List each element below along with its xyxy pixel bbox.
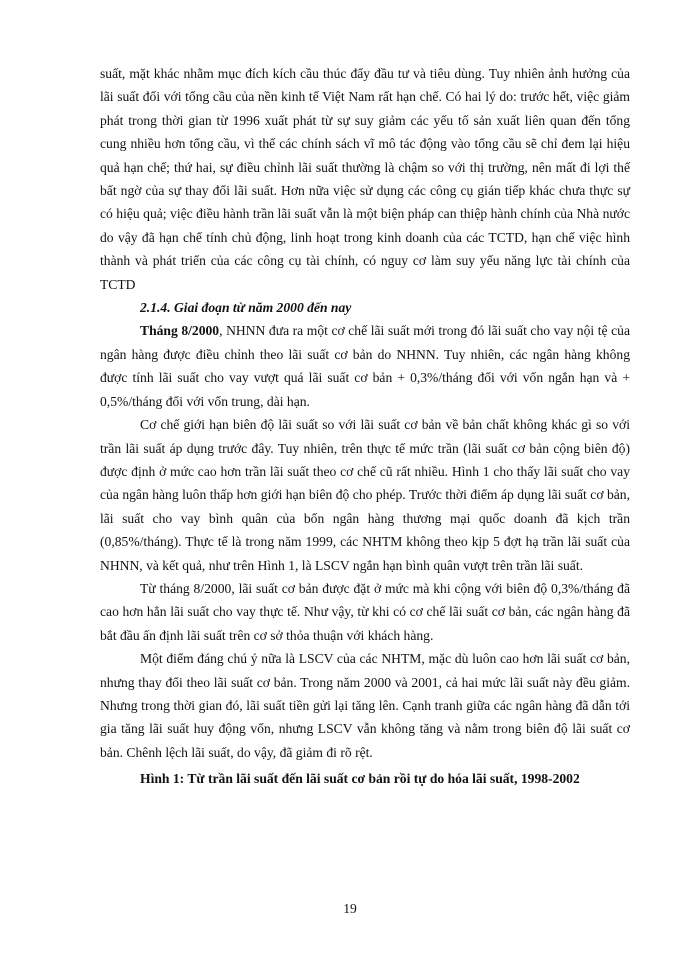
section-heading: 2.1.4. Giai đoạn từ năm 2000 đến nay	[140, 300, 352, 316]
paragraph-body: , NHNN đưa ra một cơ chế lãi suất mới trong đó lãi suất cho vay nội tệ của ngân hàng được điều chỉnh theo lãi suất cơ bản do NHNN. Tuy nhiên, các ngân hàng không được tính lãi suất cho vay vượt quá lãi suất cơ bản + 0,3%/tháng đối với vốn ngắn hạn và + 0,5%/tháng đối với vốn trung, dài hạn.	[100, 323, 630, 409]
page-number: 19	[343, 901, 357, 916]
paragraph-lead-date: Tháng 8/2000	[140, 323, 220, 339]
paragraph-ceiling-mechanism: Cơ chế giới hạn biên độ lãi suất so với lãi suất cơ bản về bản chất không khác gì so với trần lãi suất áp dụng trước đây. Tuy nhiên, trên thực tế mức trần (lãi suất cơ bản cộng biên độ) được định ở mức cao hơn trần lãi suất theo cơ chế cũ rất nhiều. Hình 1 cho thấy lãi suất cho vay của ngân hàng luôn thấp hơn giới hạn biên độ cho phép. Trước thời điểm áp dụng lãi suất cơ bản, lãi suất cho vay bình quân của bốn ngân hàng thương mại quốc doanh đã kịch trần (0,85%/tháng). Thực tế là trong năm 1999, các NHTM không theo kịp 5 đợt hạ trần lãi suất của NHNN, và kết quả, như trên Hình 1, là LSCV ngắn hạn bình quân vượt trên trần lãi suất.	[100, 417, 630, 573]
paragraph-base-rate: Từ tháng 8/2000, lãi suất cơ bản được đặt ở mức mà khi cộng với biên độ 0,3%/tháng đã cao hơn hẳn lãi suất cho vay thực tế. Như vậy, từ khi có cơ chế lãi suất cơ bản, các ngân hàng đã bắt đầu ấn định lãi suất trên cơ sở thỏa thuận với khách hàng.	[100, 580, 630, 643]
page-body	[100, 62, 630, 791]
paragraph-lending-rate: Một điểm đáng chú ý nữa là LSCV của các NHTM, mặc dù luôn cao hơn lãi suất cơ bản, nhưng thay đổi theo lãi suất cơ bản. Trong năm 2000 và 2001, cả hai mức lãi suất này đều giảm. Nhưng trong thời gian đó, lãi suất tiền gửi lại tăng lên. Cạnh tranh giữa các ngân hàng đã dẫn tới gia tăng lãi suất huy động vốn, nhưng LSCV vẫn không tăng và nằm trong biên độ lãi suất cơ bản. Chênh lệch lãi suất, do vậy, đã giảm đi rõ rệt.	[100, 651, 630, 760]
figure-title: Hình 1: Từ trần lãi suất đến lãi suất cơ bản rồi tự do hóa lãi suất, 1998-2002	[140, 771, 580, 787]
paragraph-august-2000	[100, 319, 630, 413]
intro-paragraph: suất, mặt khác nhằm mục đích kích cầu thúc đẩy đầu tư và tiêu dùng. Tuy nhiên ảnh hưởng của lãi suất đối với tổng cầu của nền kinh tế Việt Nam rất hạn chế. Có hai lý do: trước hết, việc giảm phát trong thời gian từ 1996 xuất phát từ sự suy giảm các yếu tố sản xuất liên quan đến tổng cung nhiều hơn tổng cầu, vì thế các chính sách vĩ mô tác động vào tổng cầu sẽ chỉ đem lại hiệu quả hạn chế; thứ hai, sự điều chỉnh lãi suất thường là chậm so với thị trường, nên mất đi lợi thế bất ngờ của sự thay đổi lãi suất. Hơn nữa việc sử dụng các công cụ gián tiếp khác chưa thực sự có hiệu quả; việc điều hành trần lãi suất vẫn là một biện pháp can thiệp hành chính của Nhà nước do vậy đã hạn chế tính chủ động, linh hoạt trong kinh doanh của các TCTD, hạn chế việc hình thành và phát triển của các công cụ tài chính, có nguy cơ làm suy yếu năng lực tài chính của TCTD	[100, 66, 630, 292]
